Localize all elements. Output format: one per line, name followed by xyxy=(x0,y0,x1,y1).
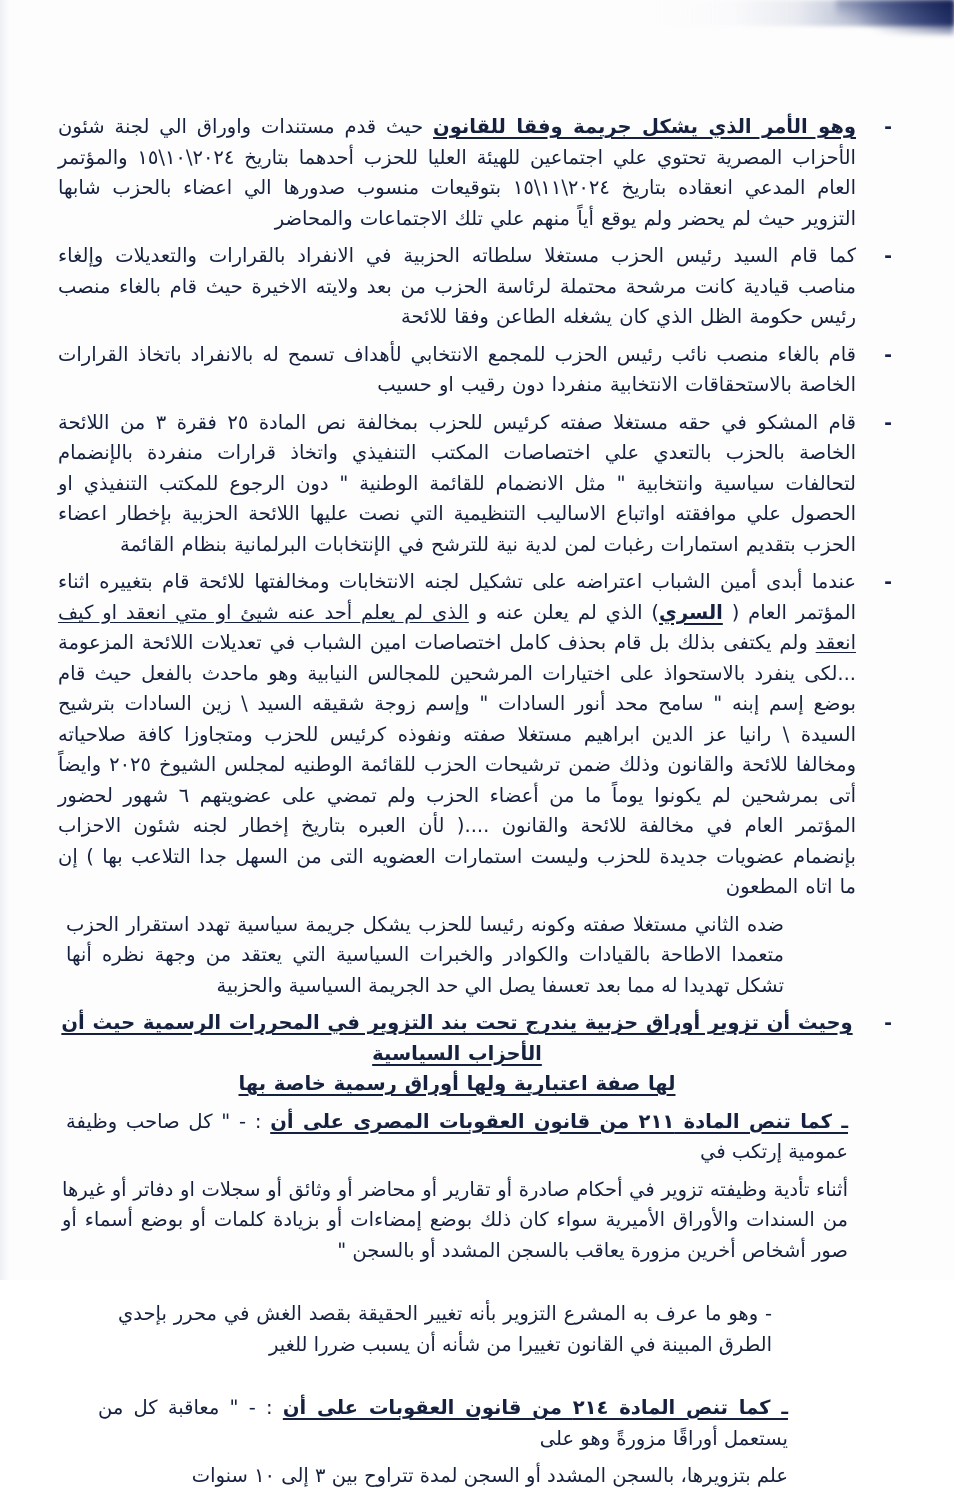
paragraph-forgery-definition: - وهو ما عرف به المشرع التزوير بأنه تغيير الحقيقة بقصد الغش في محرر بإحدي الطرق المبينة في القانون تغييرا من شأنه أن يسبب ضررا للغير xyxy=(118,1302,772,1356)
emphasis-line-1: وحيث أن تزوير أوراق حزبية يندرج تحت بند التزوير في المحررات الرسمية حيث أن الأحزاب السياسية xyxy=(61,1011,853,1065)
clause-item xyxy=(58,340,892,401)
article-214-body: علم بتزويرها، بالسجن المشدد أو السجن لمدة تتراوح بين ٣ إلى ١٠ سنوات xyxy=(191,1464,788,1487)
clause-text: قام المشكو في حقه مستغلا صفته كرئيس للحزب بمخالفة نص المادة ٢٥ فقرة ٣ من اللائحة الخاصة بالحزب بالتعدي علي اختصاصات المكتب التنفيذي واتخاذ قرارات منفردة بالإنضمام لتحالفات سياسية وانتخابية " مثل الانضمام للقائمة الوطنية " دون الرجوع للمكتب التنفيذي او الحصول علي موافقته اواتباع الاساليب التنظيمية التي نصت عليها اللائحة الحزبية بإخطار اعضاء الحزب بتقديم استمارات رغبات لمن لدية نية للترشح في الإنتخابات البرلمانية بنظام القائمة xyxy=(58,410,856,556)
paragraph-second-respondent: ضده الثاني مستغلا صفته وكونه رئيسا للحزب يشكل جريمة سياسية تهدد استقرار الحزب متعمدا الاطاحة بالقيادات والكوادر والخبرات السياسية التي يعتقد من وجهة نظره أنها تشكل تهديدا له مما بعد تعسفا يصل الي حد الجريمة السياسية والحزبية xyxy=(66,912,784,997)
article-214-heading: ـ كما تنص المادة ٢١٤ من قانون العقوبات على أن xyxy=(282,1396,788,1419)
clause-text-rest: حيث قدم مستندات واوراق الي لجنة شئون الأحزاب المصرية تحتوي علي اجتماعين للهيئة العليا للحزب أحدهما بتاريخ ٢٠٢٤\١٠\١٥ والمؤتمر العام المدعي انعقاده بتاريخ ٢٠٢٤\١١\١٥ بتوقيعات منسوب صدورها الي اعضاء بالحزب شابها التزوير حيث لم يحضر ولم يوقع أياً منهم علي تلك الاجتماعات والمحاضر xyxy=(58,115,856,230)
bullet-marker: - xyxy=(884,245,892,267)
block-spacer xyxy=(58,1273,892,1299)
scan-artifact-top-right xyxy=(654,0,954,26)
article-214-block xyxy=(98,1393,788,1454)
article-214-heading-after: : - " معاقبة كل من يستعمل أوراقًا مزورةً وهو على xyxy=(98,1396,788,1450)
clause-item xyxy=(58,408,892,561)
article-211-heading: ـ كما تنص المادة ٢١١ من قانون العقوبات المصرى على أن xyxy=(270,1109,848,1133)
clause-emphasis-lead: وهو الأمر الذي يشكل جريمة وفقا للقانون xyxy=(433,115,856,138)
clause-text-part3: ولم يكتفى بذلك بل قام بحذف كامل اختصاصات امين الشباب في تعديلات اللائحة المزعومة ...لكى ينفرد بالاستحواذ على اختيارات المرشحين للمجالس النيابية وهو ماحدث بالفعل حيث قام بوضع إسم إبنه " سامح محد أنور السادات " وإسم زوجة شقيقه السيد \ زين السادات بترشيح السيدة \ رانيا عز الدين ابراهيم مستغلا صفته ونفوذه كرئيس للحزب ومتجاوزا كافة صلاحياته ومخالفا للائحة والقانون وذلك ضمن ترشيحات الحزب للقائمة الوطنيه لمجلس الشيوخ ٢٠٢٥ وايضاً أتى بمرشحين لم يكونوا يوماً ما من أعضاء الحزب ولم تمضي على عضويتهم ٦ شهور لحضور المؤتمر العام في مخالفة للائحة والقانون ....( لأن العبره بتاريخ إخطار لجنه شئون الاحزاب بإنضمام عضويات جديدة للحزب وليست استمارات العضويه التى من السهل جدا التلاعب بها ) إن ما اتاه المطعون xyxy=(58,631,856,898)
emphasis-block-text xyxy=(58,1008,856,1100)
bullet-marker: - xyxy=(884,1012,892,1034)
bullet-marker: - xyxy=(884,343,892,366)
clause-text-part1: عندما أبدى أمين الشباب اعتراضه على تشكيل لجنه الانتخابات ومخالفتها للائحة قام بتغييره اثناء المؤتمر العام ( xyxy=(58,570,856,624)
clause-emphasis-underline: الذى لم يعلم أحد عنه شيئ او متي انعقد او كيف انعقد xyxy=(58,600,856,654)
bullet-marker: - xyxy=(884,411,892,434)
page-left-edge-shadow xyxy=(0,0,10,1280)
clause-text xyxy=(58,567,856,903)
clause-text: كما قام السيد رئيس الحزب مستغلا سلطاته الحزبية في الانفراد بالقرارات والتعديلات وإلغاء مناصب قيادية كانت مرشحة محتملة لرئاسة الحزب من بعد ولايته الاخيرة حيث قام بالغاء منصب رئيس حكومة الظل الذي كان يشغله الطاعن وفقا للائحة xyxy=(58,244,856,328)
clause-text-part2: ) الذي لم يعلن عنه و xyxy=(468,600,659,624)
clause-emphasis-secret: السري xyxy=(658,600,723,624)
bullet-marker: - xyxy=(884,571,892,593)
article-211-block xyxy=(66,1107,848,1168)
clause-item xyxy=(58,241,892,333)
clause-item xyxy=(58,567,892,903)
article-211-body: أثناء تأدية وظيفته تزوير في أحكام صادرة أو تقارير أو محاضر أو وثائق أو سجلات او دفاتر أو غيرها من السندات والأوراق الأميرية سواء كان ذلك بوضع إمضاءات أو بزيادة كلمات أو بوضع أسماء أو صور أشخاص أخرين مزورة يعاقب بالسجن المشدد أو بالسجن " xyxy=(62,1177,848,1262)
emphasis-line-2: لها صفة اعتبارية ولها أوراق رسمية خاصة بها xyxy=(238,1072,676,1095)
article-211-heading-after: : - " كل صاحب وظيفة عمومية إرتكب في xyxy=(66,1109,848,1163)
scan-artifact-corner xyxy=(836,0,954,34)
clause-text xyxy=(58,112,856,234)
block-spacer xyxy=(58,1367,892,1393)
clause-text: قام بالغاء منصب نائب رئيس الحزب للمجمع الانتخابي لأهداف تسمح له بالانفراد باتخاذ القرارات الخاصة بالاستحقاقات الانتخابية منفردا دون رقيب او حسيب xyxy=(58,342,856,396)
clause-item xyxy=(58,112,892,234)
bullet-marker: - xyxy=(884,116,892,138)
document-body xyxy=(58,112,892,1499)
emphasis-block-whereas-forgery xyxy=(58,1008,892,1100)
